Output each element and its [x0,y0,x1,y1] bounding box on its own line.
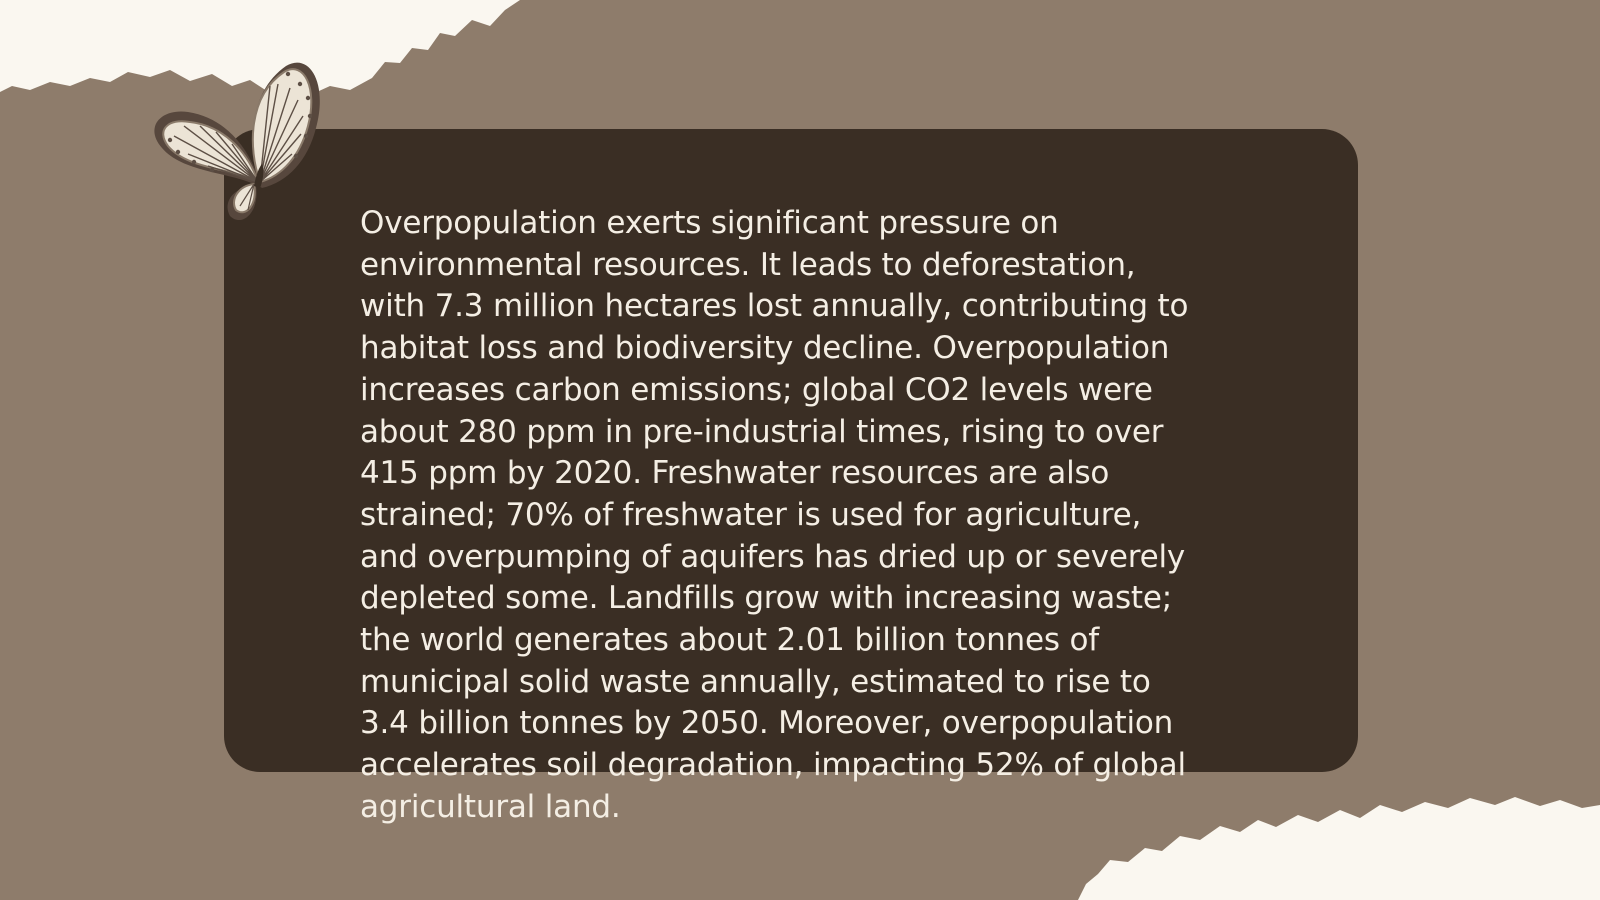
butterfly-icon [138,36,328,226]
body-paragraph: Overpopulation exerts significant pressure on environmental resources. It leads to deforestation, with 7.3 million hectares lost annually, contributing to habitat loss and biodiversity decline. Overpopulation increases carbon emissions; global CO2 levels were about 280 ppm in pre-industrial times, rising to over 415 ppm by 2020. Freshwater resources are also strained; 70% of freshwater is used for agriculture, and overpumping of aquifers has dried up or severely depleted some. Landfills grow with increasing waste; the world generates about 2.01 billion tonnes of municipal solid waste annually, estimated to rise to 3.4 billion tonnes by 2050. Moreover, overpopulation accelerates soil degradation, impacting 52% of global agricultural land. [360,205,1189,825]
